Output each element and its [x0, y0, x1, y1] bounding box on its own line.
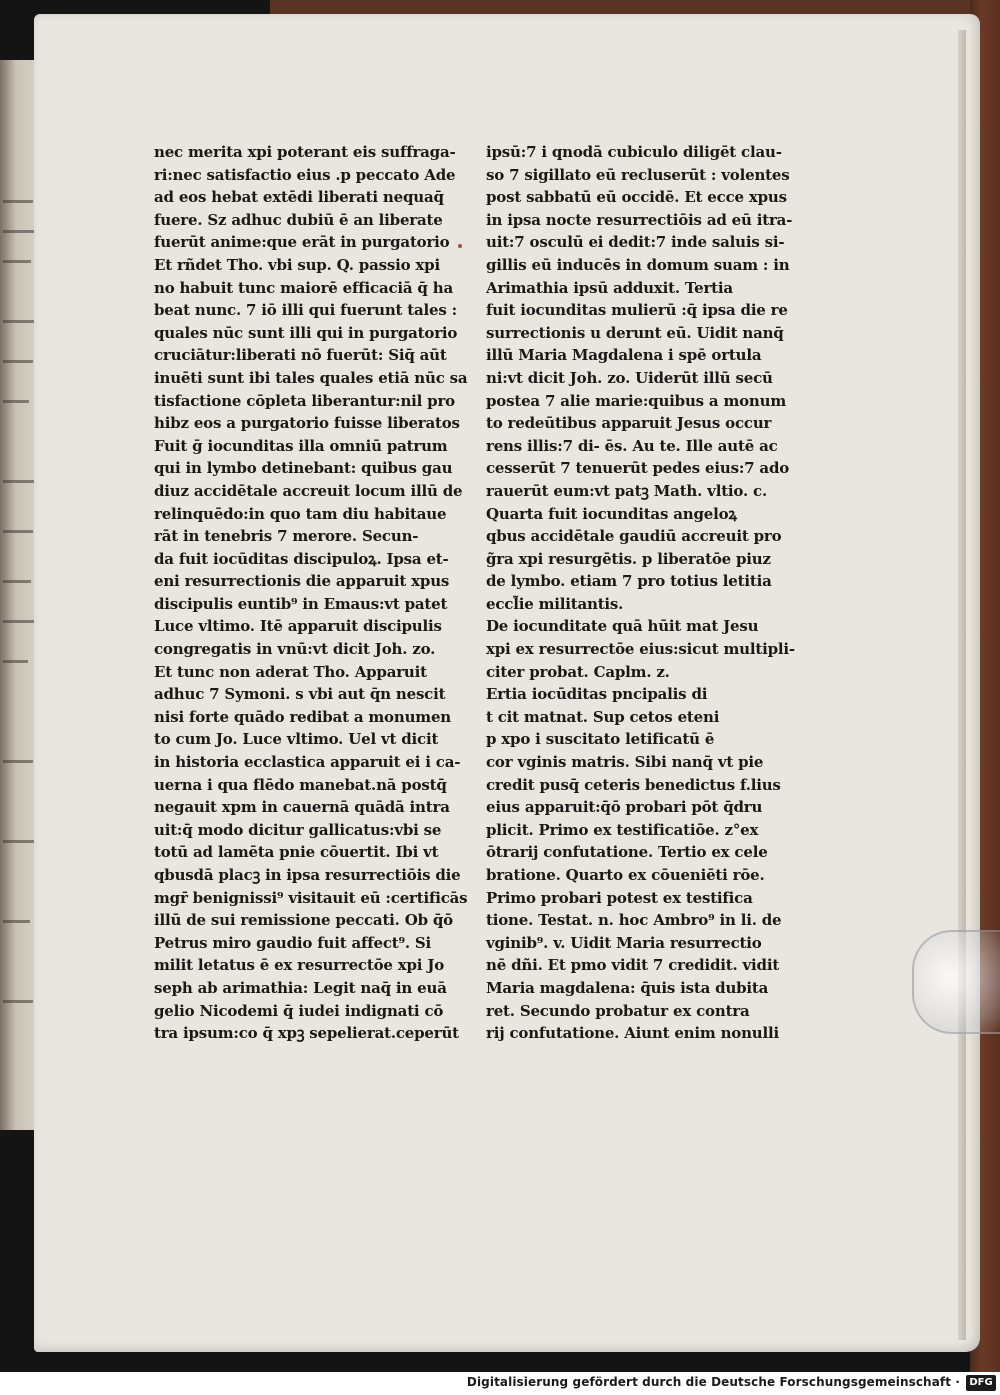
left-column-line: congregatis in vnū:vt dicit Joh. zo.: [154, 640, 436, 659]
right-column-line: eccl̃ie militantis.: [486, 594, 624, 613]
left-column-line: nec merita xpi poterant eis suffraga-: [154, 143, 456, 161]
right-column-line: Maria magdalena: q̄uis ista dubita: [486, 978, 769, 997]
right-column-line: to redeūtibus apparuit Jesus occur: [486, 414, 772, 433]
left-text-column: [154, 141, 468, 1045]
left-column-line: nisi forte quādo redibat a monumen: [154, 707, 451, 726]
left-column-line: diuz accidētale accreuit locum illū de: [154, 481, 463, 500]
left-column-line: qui in lymbo detinebant: quibus gau: [154, 459, 453, 478]
right-column-line: bratione. Quarto ex cōueniēti rōe.: [486, 866, 765, 884]
left-column-line: Et tunc non aderat Tho. Apparuit: [154, 662, 427, 681]
left-column-line: Petrus miro gaudio fuit affect⁹. Si: [154, 933, 432, 952]
funding-credit: Digitalisierung gefördert durch die Deutsche Forschungsgemeinschaft ·: [466, 1375, 960, 1389]
left-column-line: hibz eos a purgatorio fuisse liberatos: [154, 414, 460, 433]
right-column-line: citer probat. Caplm. z.: [486, 662, 670, 681]
left-column-line: milit letatus ē ex resurrectōe xpi Jo: [154, 956, 445, 975]
right-column-line: illū Maria Magdalena i spē ortula: [486, 346, 762, 365]
right-column-line: nē dñi. Et pmo vidit 7 credidit. vidit: [486, 956, 780, 975]
right-column-line: g̃ra xpi resurgētis. p liberatōe piuz: [486, 549, 771, 568]
right-column-line: xpi ex resurrectōe eius:sicut multipli-: [486, 640, 795, 659]
right-column-line: ni:vt dicit Joh. zo. Uiderūt illū secū: [486, 368, 773, 387]
right-column-line: Arimathia ipsū adduxit. Tertia: [486, 278, 733, 297]
right-column-line: uit:7 osculū ei dedit:7 inde saluis si-: [486, 233, 785, 252]
right-column-line: rauerūt eum:vt patꝫ Math. vltio. c.: [486, 481, 767, 500]
left-column-line: Et rñdet Tho. vbi sup. Q. passio xpi: [154, 255, 440, 274]
left-column-line: negauit xpm in cauernā quādā intra: [154, 798, 450, 817]
left-column-line: in historia ecclastica apparuit ei i ca-: [154, 753, 461, 772]
left-column-line: gelio Nicodemi q̄ iudei indignati cō: [154, 1001, 444, 1020]
right-column-line: t cit matnat. Sup cetos eteni: [486, 707, 720, 726]
page-fore-edge: [958, 30, 966, 1340]
right-column-line: credit pusq̄ ceteris benedictus f.lius: [486, 775, 781, 794]
left-column-line: to cum Jo. Luce vltimo. Uel vt dicit: [154, 730, 439, 749]
right-column-line: gillis eū inducēs in domum suam : in: [486, 255, 790, 274]
book-binding-top: [270, 0, 1000, 14]
left-column-line: ri:nec satisfactio eius .p peccato Ade: [154, 165, 456, 184]
right-column-line: plicit. Primo ex testificatiōe. z°ex: [486, 820, 759, 839]
left-column-line: adhuc 7 Symoni. s vbi aut q̄n nescit: [154, 685, 446, 704]
left-column-line: fuere. Sz adhuc dubiū ē an liberate: [154, 210, 443, 229]
right-column-line: vginib⁹. v. Uidit Maria resurrectio: [486, 933, 762, 952]
right-column-line: so 7 sigillato eū recluserūt : volentes: [486, 165, 790, 184]
right-column-line: Primo probari potest ex testifica: [486, 888, 753, 907]
right-column-line: de lymbo. etiam 7 pro totius letitia: [486, 572, 772, 591]
dfg-logo: DFG: [966, 1375, 996, 1391]
left-column-line: Luce vltimo. Itē apparuit discipulis: [154, 617, 442, 636]
left-column-line: tra ipsum:co q̄ xpꝫ sepelierat.ceperūt: [154, 1024, 459, 1043]
left-column-line: eni resurrectionis die apparuit xpus: [154, 572, 450, 591]
right-column-line: ret. Secundo probatur ex contra: [486, 1001, 750, 1020]
left-column-line: inuēti sunt ibi tales quales etiā nūc sa: [154, 368, 468, 387]
left-column-line: totū ad lamēta pnie cōuertit. Ibi vt: [154, 843, 439, 862]
left-column-line: discipulis euntib⁹ in Emaus:vt patet: [154, 594, 448, 613]
right-column-line: rij confutatione. Aiunt enim nonulli: [486, 1024, 779, 1043]
left-column-line: quales nūc sunt illi qui in purgatorio: [154, 323, 458, 342]
left-column-line: uit:q̄ modo dicitur gallicatus:vbi se: [154, 820, 442, 839]
page-holder-clip: [912, 930, 1000, 1034]
right-column-line: ipsū:7 i qnodā cubiculo diligēt clau-: [486, 143, 782, 161]
left-column-line: fuerūt anime:que erāt in purgatorio: [154, 233, 450, 252]
left-column-line: ad eos hebat extēdi liberati nequaq̄: [154, 188, 444, 207]
right-column-line: Ertia iocūditas pncipalis di: [486, 685, 708, 704]
left-column-line: mgr̄ benignissi⁹ visitauit eū :certificās: [154, 888, 468, 907]
left-column-line: relinquēdo:in quo tam diu habitaue: [154, 504, 447, 523]
left-column-line: qbusdā placꝫ in ipsa resurrectiōis die: [154, 866, 461, 884]
left-column-line: uerna i qua flēdo manebat.nā postq̄: [154, 775, 447, 794]
right-column-line: cesserūt 7 tenuerūt pedes eius:7 ado: [486, 459, 790, 478]
rubrication-mark: [458, 244, 462, 248]
left-column-line: tisfactione cōpleta liberantur:nil pro: [154, 391, 455, 410]
right-column-line: fuit iocunditas mulierū :q̄ ipsa die re: [486, 301, 788, 320]
right-column-line: surrectionis u derunt eū. Uidit nanq̄: [486, 323, 784, 342]
right-column-line: cor vginis matris. Sibi nanq̄ vt pie: [486, 753, 764, 772]
right-column-line: rens illis:7 di- ēs. Au te. Ille autē ac: [486, 436, 778, 455]
left-column-line: cruciātur:liberati nō fuerūt: Siq̄ aūt: [154, 346, 447, 365]
left-column-line: beat nunc. 7 iō illi qui fuerunt tales :: [154, 301, 457, 320]
right-column-line: in ipsa nocte resurrectiōis ad eū itra-: [486, 210, 793, 229]
left-column-line: rāt in tenebris 7 merore. Secun-: [154, 527, 419, 546]
footer-bar: [0, 1372, 1000, 1395]
left-column-line: Fuit ḡ iocunditas illa omniū patrum: [154, 436, 448, 455]
left-column-line: seph ab arimathia: Legit naq̄ in euā: [154, 978, 447, 997]
right-column-line: Quarta fuit iocunditas angeloꝝ: [486, 504, 737, 523]
right-text-column: [486, 141, 795, 1045]
right-column-line: ōtrarij confutatione. Tertio ex cele: [486, 843, 768, 862]
right-column-line: De iocunditate quā hūit mat Jesu: [486, 617, 759, 636]
right-column-line: p xpo i suscitato letificatū ē: [486, 730, 715, 749]
right-column-line: tione. Testat. n. hoc Ambro⁹ in li. de: [486, 911, 782, 930]
right-column-line: eius apparuit:q̄ō probari pōt q̄dru: [486, 798, 763, 817]
left-column-line: illū de sui remissione peccati. Ob q̄ō: [154, 911, 453, 930]
right-column-line: qbus accidētale gaudiū accreuit pro: [486, 527, 782, 546]
right-column-line: post sabbatū eū occidē. Et ecce xpus: [486, 188, 787, 207]
left-column-line: no habuit tunc maiorē efficaciā q̄ ha: [154, 278, 453, 297]
right-column-line: postea 7 alie marie:quibus a monum: [486, 391, 787, 410]
left-column-line: da fuit iocūditas discipuloꝝ. Ipsa et-: [154, 549, 449, 568]
